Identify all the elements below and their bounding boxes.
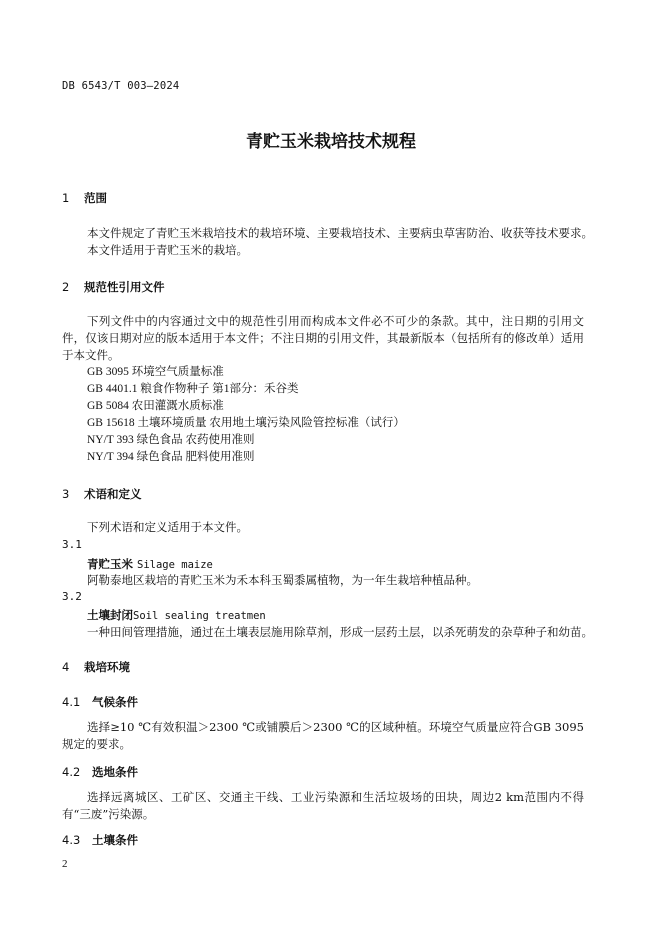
paragraph: 选择≥10 ℃有效积温＞2300 ℃或铺膜后＞2300 ℃的区域种植。环境空气质量应符合GB 3095规定的要求。 <box>62 720 584 751</box>
reference-item: GB 5084 农田灌溉水质标准 <box>87 400 224 412</box>
subsection-number: 4.1 <box>62 695 81 709</box>
section-3-heading <box>62 486 142 502</box>
section-4-heading <box>62 659 130 675</box>
term-name <box>87 556 213 572</box>
subsection-number: 4.2 <box>62 765 81 779</box>
section-number: 1 <box>62 191 70 205</box>
term-definition: 阿勒泰地区栽培的青贮玉米为禾本科玉蜀黍属植物，为一年生栽培种植品种。 <box>87 573 478 587</box>
reference-item: GB 15618 土壤环境质量 农用地土壤污染风险管控标准（试行） <box>87 417 405 429</box>
term-number: 3.1 <box>62 538 82 551</box>
paragraph: 本文件规定了青贮玉米栽培技术的栽培环境、主要栽培技术、主要病虫草害防治、收获等技术要求。 <box>87 226 593 240</box>
paragraph: 选择远离城区、工矿区、交通主干线、工业污染源和生活垃圾场的田块，周边2 km范围内不得有“三废”污染源。 <box>62 790 584 821</box>
section-2-heading <box>62 279 165 295</box>
section-number: 2 <box>62 280 70 294</box>
reference-item: NY/T 393 绿色食品 农药使用准则 <box>87 434 255 446</box>
section-title: 规范性引用文件 <box>84 280 165 294</box>
term-name-cn: 青贮玉米 <box>87 557 133 571</box>
reference-item: NY/T 394 绿色食品 肥料使用准则 <box>87 451 255 463</box>
subsection-title: 气候条件 <box>92 695 138 709</box>
section-title: 术语和定义 <box>84 487 142 501</box>
section-title: 栽培环境 <box>84 660 130 674</box>
term-name-cn: 土壤封闭 <box>87 608 133 622</box>
term-definition: 一种田间管理措施，通过在土壤表层施用除草剂，形成一层药土层，以杀死萌发的杂草种子和幼苗。 <box>87 625 593 639</box>
term-name <box>87 607 266 623</box>
term-name-en: Soil sealing treatmen <box>133 610 266 622</box>
page-number: 2 <box>62 858 68 870</box>
term-name-en: Silage maize <box>137 559 213 571</box>
subsection-4-1-heading <box>62 694 138 710</box>
section-title: 范围 <box>84 191 107 205</box>
subsection-4-2-heading <box>62 764 138 780</box>
paragraph: 本文件适用于青贮玉米的栽培。 <box>87 243 248 257</box>
section-1-heading <box>62 190 107 206</box>
reference-item: GB 3095 环境空气质量标准 <box>87 366 224 378</box>
document-title: 青贮玉米栽培技术规程 <box>246 132 416 152</box>
subsection-title: 土壤条件 <box>92 833 138 847</box>
paragraph: 下列文件中的内容通过文中的规范性引用而构成本文件必不可少的条款。其中，注日期的引用文件，仅该日期对应的版本适用于本文件；不注日期的引用文件，其最新版本（包括所有的修改单）适用于本文件。 <box>62 314 584 362</box>
paragraph: 下列术语和定义适用于本文件。 <box>87 520 248 534</box>
term-number: 3.2 <box>62 590 82 603</box>
subsection-title: 选地条件 <box>92 765 138 779</box>
reference-item: GB 4401.1 粮食作物种子 第1部分：禾谷类 <box>87 383 299 395</box>
subsection-4-3-heading <box>62 832 138 848</box>
section-number: 3 <box>62 487 70 501</box>
subsection-number: 4.3 <box>62 833 81 847</box>
document-code: DB 6543/T 003—2024 <box>62 80 180 92</box>
section-number: 4 <box>62 660 70 674</box>
